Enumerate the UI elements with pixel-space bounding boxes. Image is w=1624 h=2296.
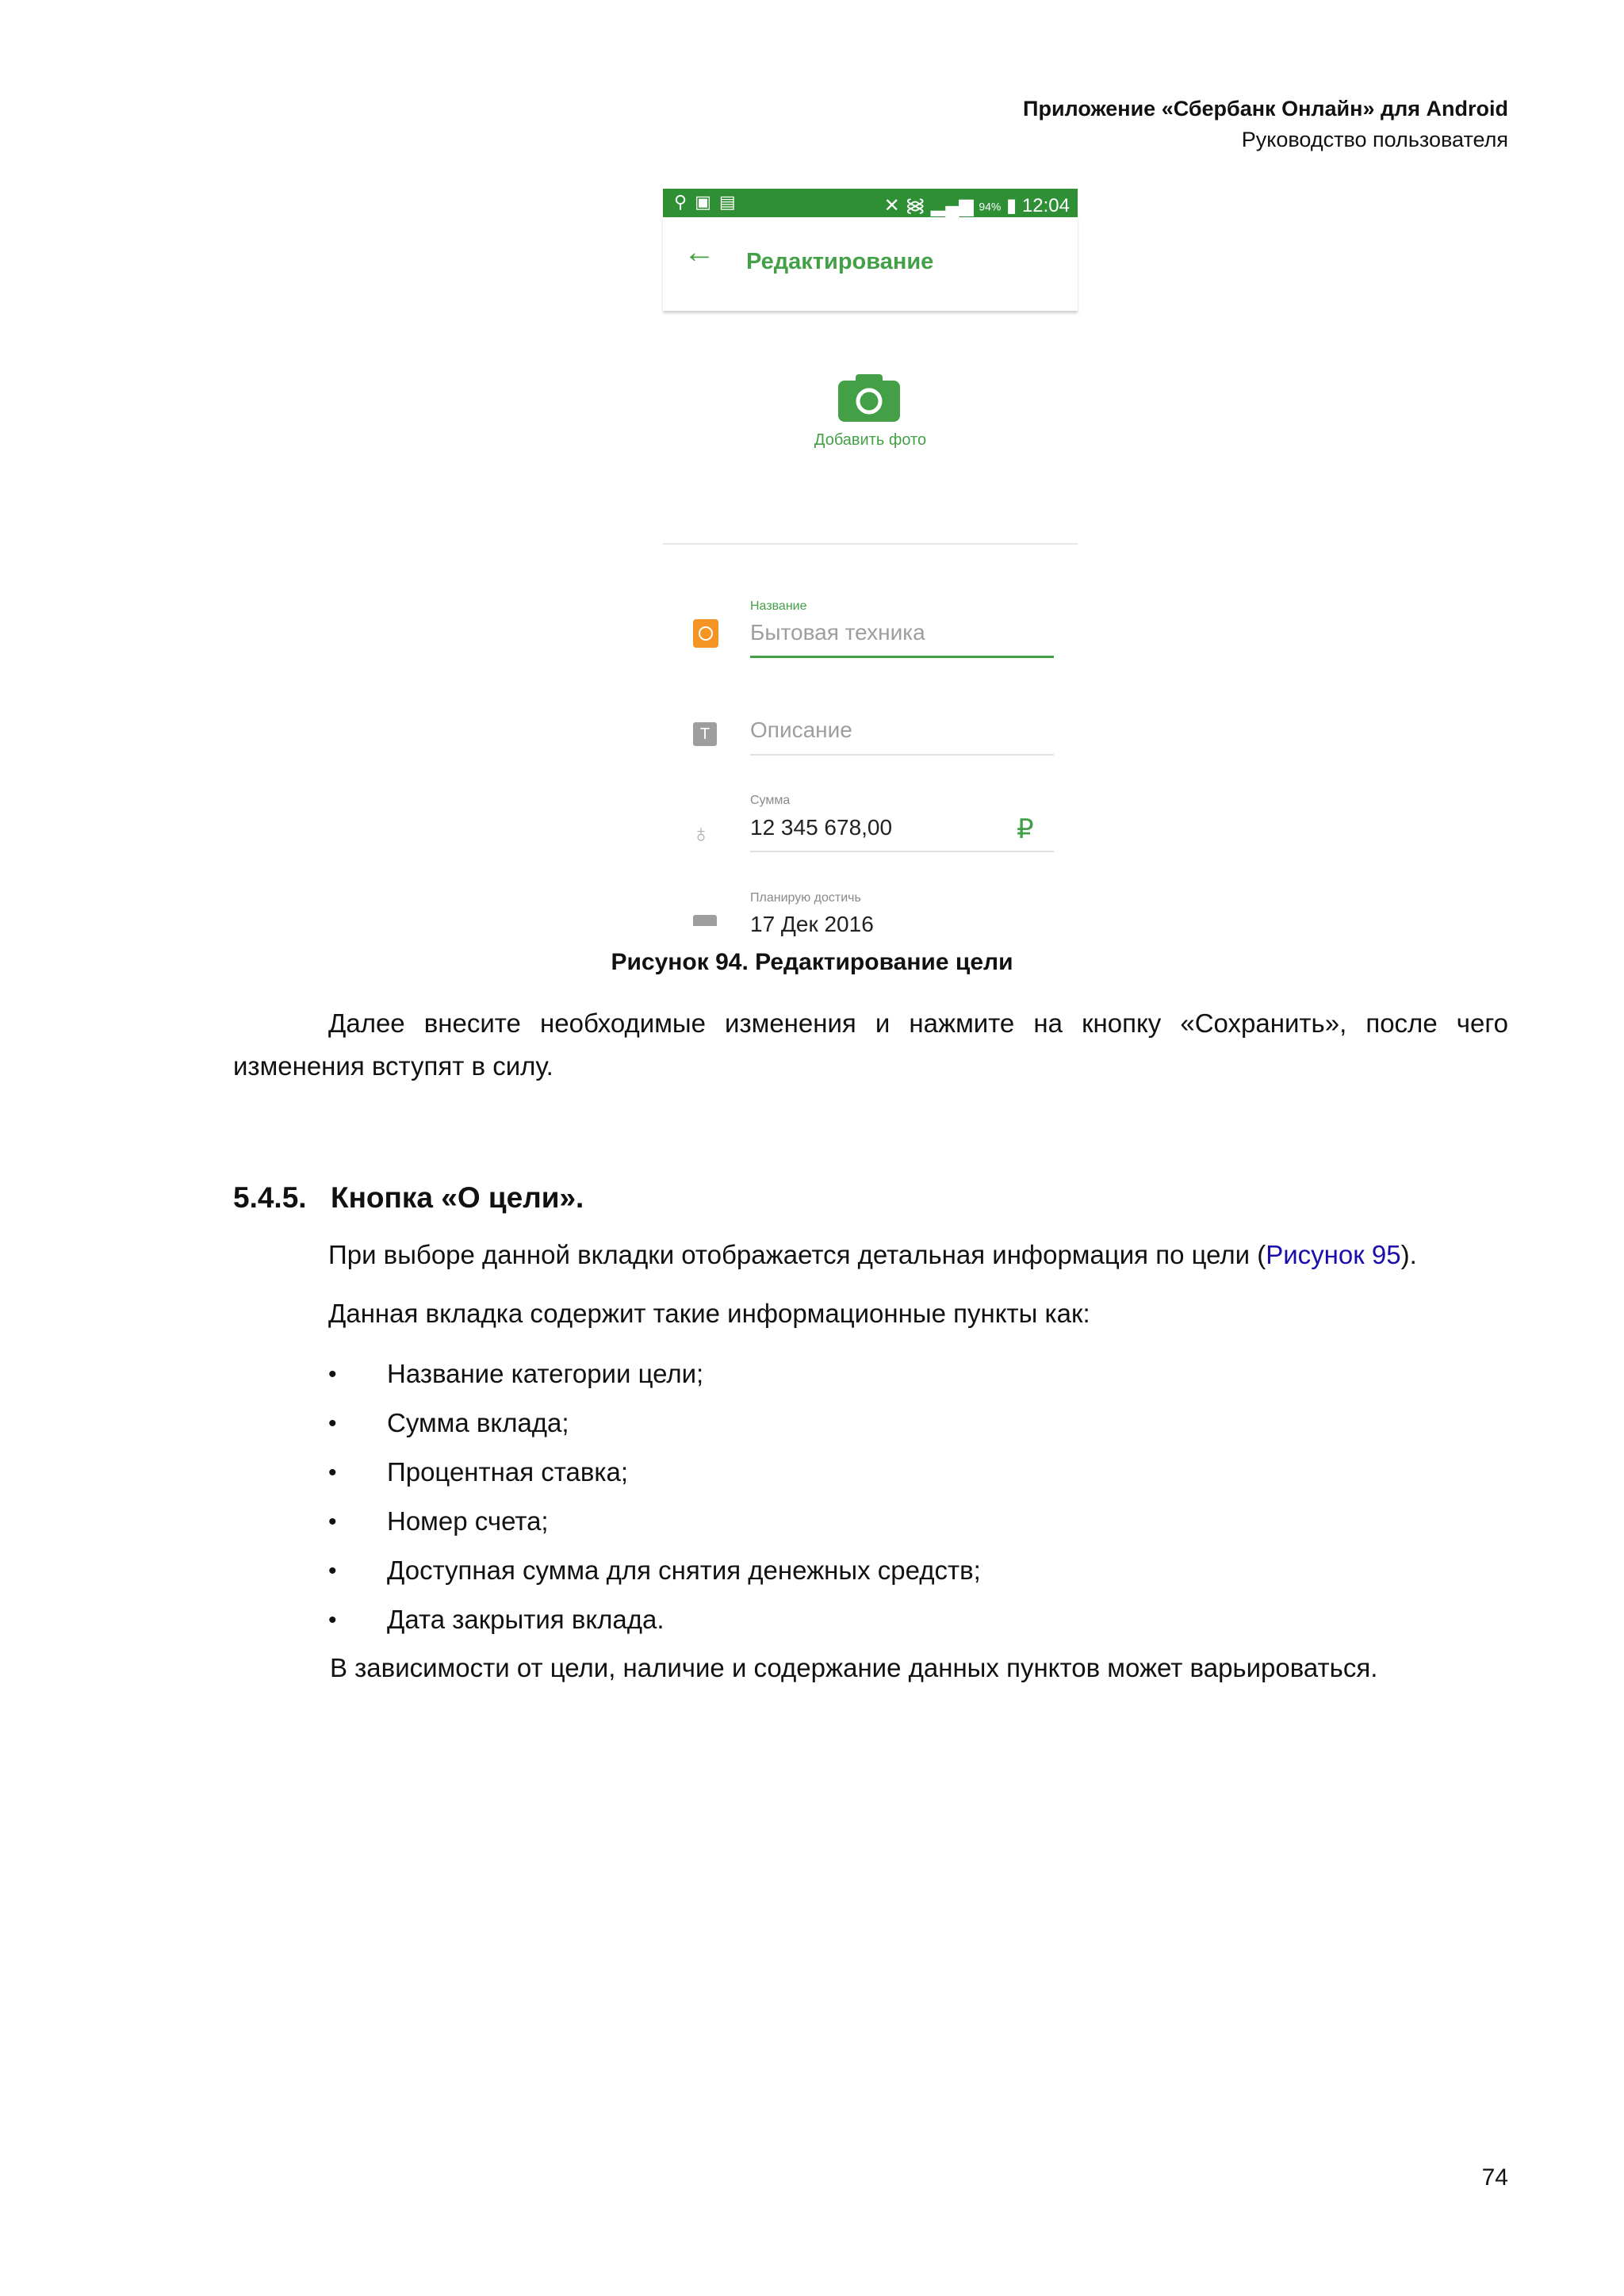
- page-number: 74: [1481, 2164, 1508, 2191]
- name-field-label: Название: [750, 599, 807, 613]
- bullet-marker: •: [328, 1361, 337, 1387]
- list-item: Номер счета;: [387, 1506, 549, 1536]
- battery-icon: ▮: [1006, 195, 1017, 216]
- text-icon: T: [693, 722, 717, 746]
- status-time: 12:04: [1021, 195, 1070, 216]
- name-field-underline: [750, 656, 1054, 658]
- section-intro: [328, 1240, 1417, 1270]
- back-arrow-icon[interactable]: ←: [684, 235, 715, 270]
- date-field-label: Планирую достичь: [750, 891, 861, 905]
- camera-icon[interactable]: [838, 373, 900, 422]
- calendar-icon: [693, 915, 717, 926]
- amount-field[interactable]: 12 345 678,00: [750, 815, 893, 840]
- bullet-marker: •: [328, 1509, 337, 1535]
- status-notification-icons: ⚲▣▤: [674, 192, 744, 212]
- phone-screenshot: [663, 189, 1078, 936]
- list-item: Доступная сумма для снятия денежных средств;: [387, 1556, 981, 1585]
- app-bar: [663, 217, 1078, 311]
- list-item: Дата закрытия вклада.: [387, 1605, 665, 1634]
- description-field[interactable]: Описание: [750, 718, 852, 742]
- appliance-category-icon: [693, 619, 718, 648]
- money-bag-icon: ♁: [691, 819, 710, 848]
- screen-title: Редактирование: [746, 249, 934, 274]
- list-intro: Данная вкладка содержит такие информационные пункты как:: [328, 1299, 1090, 1328]
- mute-icon: ✕: [883, 195, 900, 216]
- intro-text: При выборе данной вкладки отображается детальная информация по цели (: [328, 1240, 1266, 1269]
- add-photo-link[interactable]: Добавить фото: [814, 431, 927, 449]
- wifi-icon: ᯼: [905, 195, 926, 216]
- amount-field-underline: [750, 851, 1054, 852]
- divider: [663, 543, 1078, 545]
- figure-link[interactable]: Рисунок 95: [1266, 1240, 1401, 1269]
- document-header-subtitle: Руководство пользователя: [1241, 128, 1508, 151]
- bullet-marker: •: [328, 1607, 337, 1633]
- ruble-currency-icon: ₽: [1017, 814, 1034, 844]
- list-item: Название категории цели;: [387, 1359, 704, 1388]
- status-bar: [663, 189, 1078, 217]
- figure-caption: Рисунок 94. Редактирование цели: [611, 949, 1013, 975]
- paragraph: Далее внесите необходимые изменения и нажмите на кнопку «Сохранить», после чего изменения вступят в силу.: [233, 1008, 1508, 1081]
- amount-field-label: Сумма: [750, 794, 791, 807]
- date-field[interactable]: 17 Дек 2016: [750, 912, 874, 936]
- section-number: 5.4.5.: [233, 1181, 307, 1214]
- name-field[interactable]: Бытовая техника: [750, 620, 925, 645]
- closing-paragraph: В зависимости от цели, наличие и содержание данных пунктов может варьироваться.: [330, 1653, 1378, 1682]
- description-field-underline: [750, 754, 1054, 756]
- signal-icon: ▂▄▆: [930, 195, 974, 216]
- intro-text-end: ).: [1400, 1240, 1417, 1269]
- status-right: [884, 192, 1070, 218]
- list-item: Сумма вклада;: [387, 1408, 569, 1437]
- list-item: Процентная ставка;: [387, 1457, 629, 1487]
- bullet-marker: •: [328, 1410, 337, 1437]
- section-heading: [233, 1181, 584, 1215]
- document-header-title: Приложение «Сбербанк Онлайн» для Android: [1023, 97, 1508, 121]
- section-title: Кнопка «О цели».: [331, 1181, 584, 1214]
- battery-percent: 94%: [979, 200, 1002, 213]
- bullet-marker: •: [328, 1460, 337, 1486]
- bullet-marker: •: [328, 1558, 337, 1584]
